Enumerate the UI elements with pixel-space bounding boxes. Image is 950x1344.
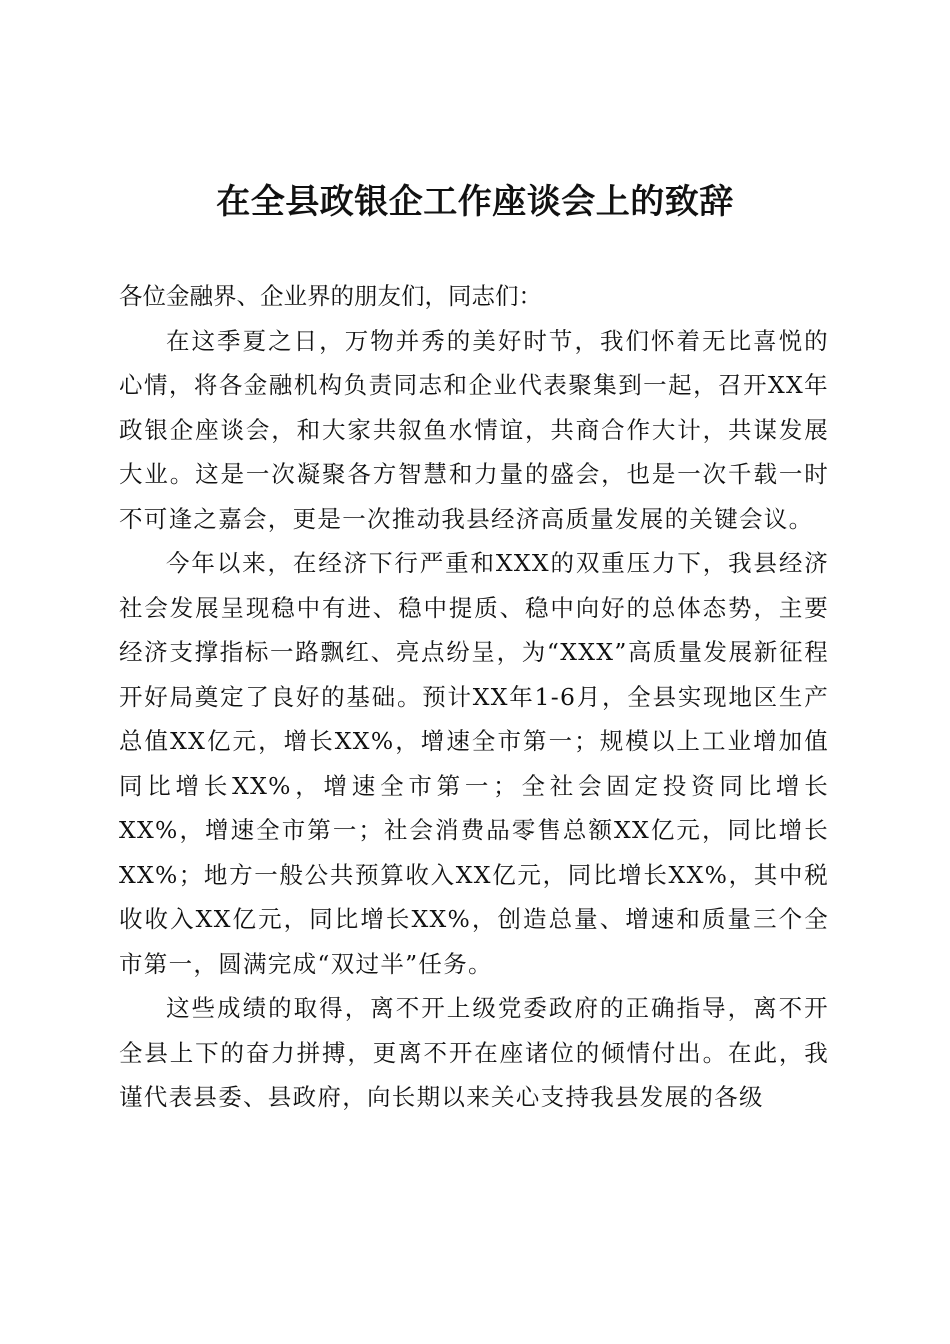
salutation: 各位金融界、企业界的朋友们，同志们： xyxy=(119,282,542,310)
paragraph-economic-performance: 今年以来，在经济下行严重和XXX的双重压力下，我县经济社会发展呈现稳中有进、稳中提质、稳中向好的总体态势，主要经济支撑指标一路飘红、亮点纷呈，为“XXX”高质量发展新征程开好局奠定了良好的基础。预计XX年1-6月，全县实现地区生产总值XX亿元，增长XX%，增速全市第一；规模以上工业增加值同比增长XX%，增速全市第一；全社会固定投资同比增长XX%，增速全市第一；社会消费品零售总额XX亿元，同比增长XX%；地方一般公共预算收入XX亿元，同比增长XX%，其中税收收入XX亿元，同比增长XX%，创造总量、增速和质量三个全市第一，圆满完成“双过半”任务。 xyxy=(119,549,829,978)
document-title: 在全县政银企工作座谈会上的致辞 xyxy=(216,182,734,222)
paragraph-acknowledgement: 这些成绩的取得，离不开上级党委政府的正确指导，离不开全县上下的奋力拼搏，更离不开在座诸位的倾情付出。在此，我谨代表县委、县政府，向长期以来关心支持我县发展的各级 xyxy=(119,994,829,1111)
paragraph-opening: 在这季夏之日，万物并秀的美好时节，我们怀着无比喜悦的心情，将各金融机构负责同志和企业代表聚集到一起，召开XX年政银企座谈会，和大家共叙鱼水情谊，共商合作大计，共谋发展大业。这是一次凝聚各方智慧和力量的盛会，也是一次千载一时不可逢之嘉会，更是一次推动我县经济高质量发展的关键会议。 xyxy=(119,326,829,533)
document-body xyxy=(119,274,829,1120)
